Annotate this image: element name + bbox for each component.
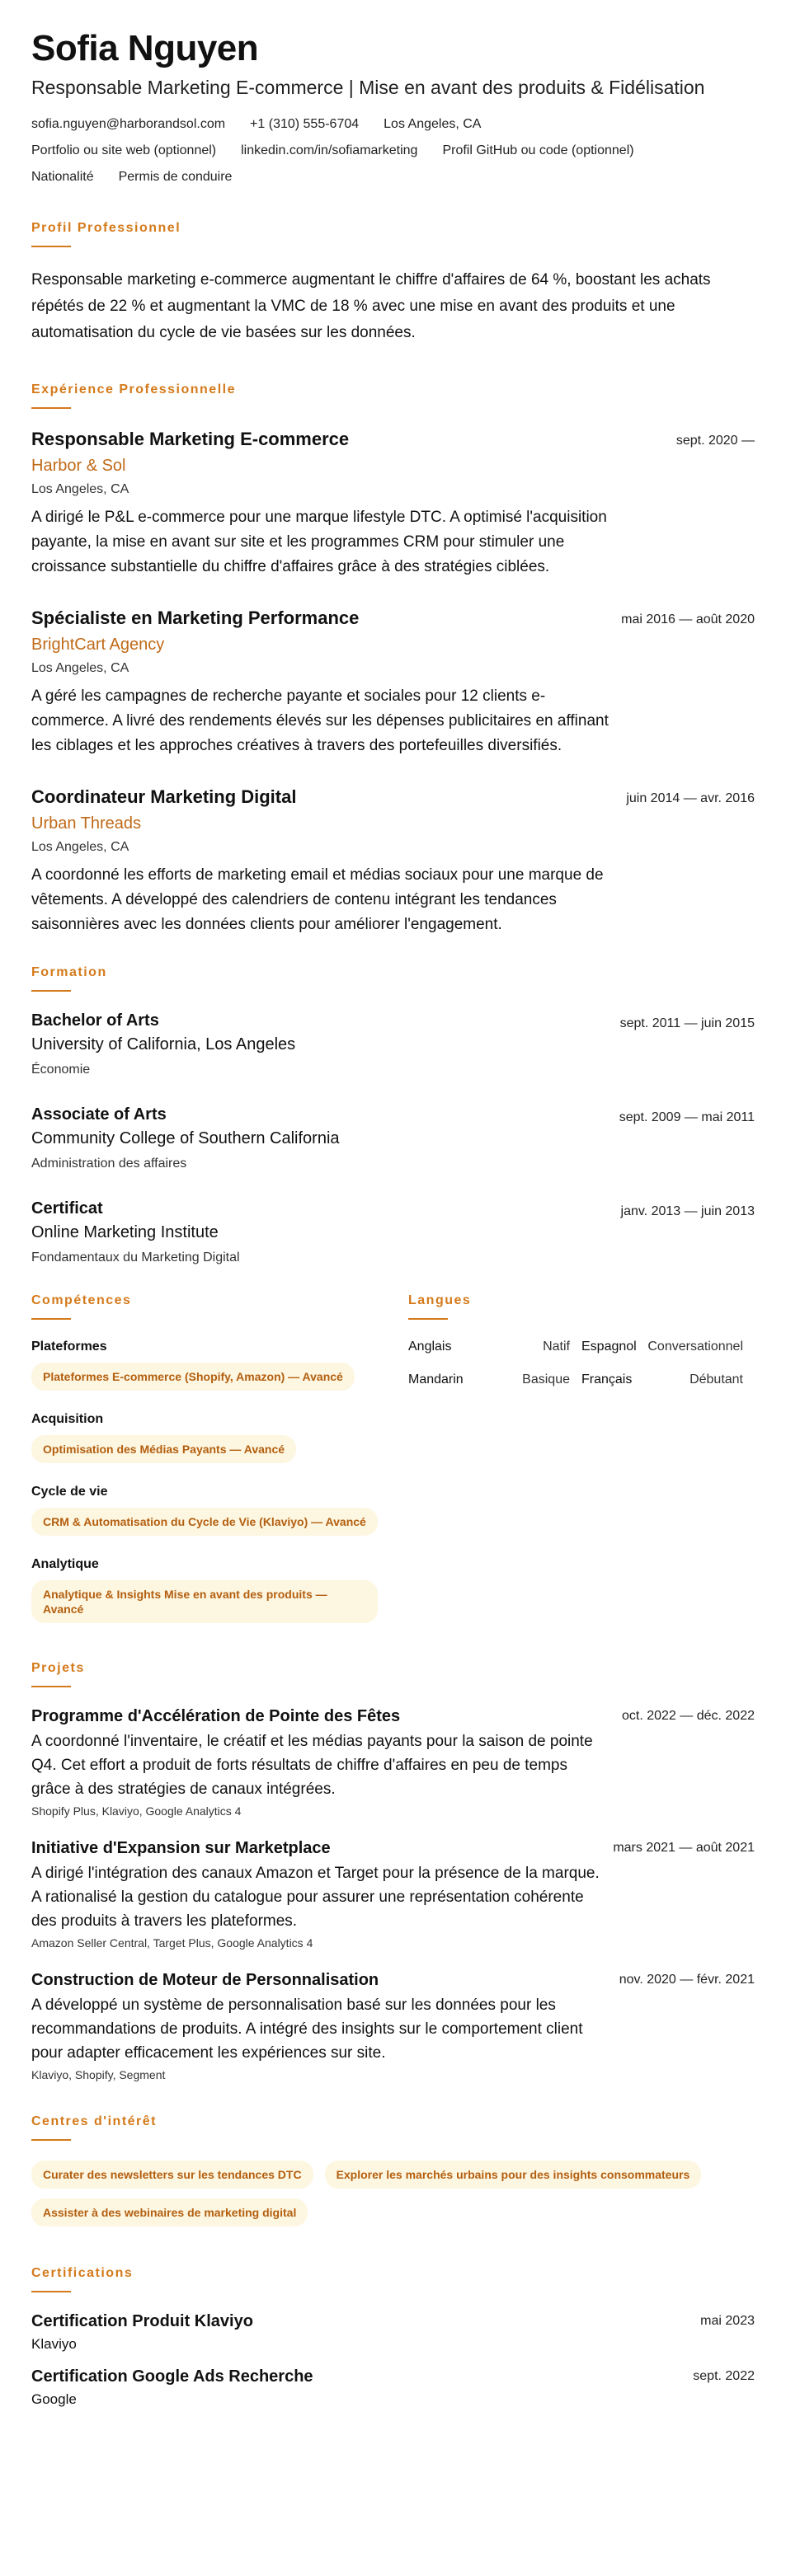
project-entry [31, 1971, 755, 2081]
language-name: Mandarin [408, 1372, 464, 1387]
skill-chip: Analytique & Insights Mise en avant des produits — Avancé [31, 1580, 378, 1623]
profile-section [31, 221, 755, 346]
certification-name: Certification Google Ads Recherche [31, 2367, 313, 2386]
profile-summary: Responsable marketing e-commerce augmentant le chiffre d'affaires de 64 %, boostant les achats répétés de 22 % et augmentant la VMC de 18 % avec une mise en avant des produits et une automatisation du cycle de vie basées sur les données. [31, 270, 711, 341]
company-name: BrightCart Agency [31, 635, 165, 654]
language-name: Espagnol [581, 1339, 637, 1354]
job-location: Los Angeles, CA [31, 839, 129, 854]
skill-chip: Optimisation des Médias Payants — Avancé [31, 1435, 296, 1463]
certification-issuer: Klaviyo [31, 2335, 77, 2352]
study-field: Administration des affaires [31, 1156, 187, 1171]
github-link[interactable]: Profil GitHub ou code (optionnel) [442, 143, 634, 157]
company-name: Urban Threads [31, 814, 142, 833]
phone-link[interactable]: +1 (310) 555-6704 [250, 116, 360, 131]
email-link[interactable]: sofia.nguyen@harborandsol.com [31, 116, 226, 131]
section-title: Centres d'intérêt [31, 2114, 157, 2128]
language-level: Débutant [690, 1372, 743, 1387]
degree-title: Associate of Arts [31, 1105, 167, 1124]
study-field: Économie [31, 1062, 91, 1077]
projects-section [31, 1661, 755, 2081]
certification-issuer: Google [31, 2391, 77, 2407]
section-title: Profil Professionnel [31, 220, 181, 235]
project-entry [31, 1707, 755, 1818]
interests-chips [31, 2161, 755, 2236]
company-name: Harbor & Sol [31, 456, 126, 475]
certification-date: mai 2023 [700, 2313, 755, 2328]
project-tech: Shopify Plus, Klaviyo, Google Analytics 4 [31, 1804, 242, 1818]
education-dates: sept. 2009 — mai 2011 [619, 1110, 755, 1124]
certifications-section [31, 2266, 755, 2408]
experience-entry [31, 608, 755, 758]
contact-row [31, 143, 755, 158]
project-tech: Klaviyo, Shopify, Segment [31, 2067, 166, 2081]
section-divider [31, 407, 71, 409]
section-divider [31, 1686, 71, 1687]
linkedin-link[interactable]: linkedin.com/in/sofiamarketing [241, 143, 418, 157]
experience-section [31, 382, 755, 937]
section-divider [31, 1318, 71, 1320]
job-title: Spécialiste en Marketing Performance [31, 607, 360, 628]
project-dates: nov. 2020 — févr. 2021 [619, 1972, 755, 1987]
job-title: Responsable Marketing E-commerce [31, 428, 350, 449]
project-description: A coordonné l'inventaire, le créatif et les médias payants pour la saison de pointe Q4. Cet effort a produit de forts résultats de chiffre d'affaires en peu de temps grâce à des stratégies de canaux intégrées. [31, 1732, 593, 1798]
skills-languages-row [31, 1293, 755, 1645]
certification-entry [31, 2367, 755, 2408]
job-dates: mai 2016 — août 2020 [621, 612, 755, 626]
languages-grid [408, 1340, 755, 1387]
section-title: Compétences [31, 1293, 132, 1307]
interests-section [31, 2114, 755, 2236]
skill-group [31, 1485, 378, 1536]
project-title: Initiative d'Expansion sur Marketplace [31, 1838, 331, 1857]
project-dates: oct. 2022 — déc. 2022 [622, 1708, 755, 1723]
job-title: Coordinateur Marketing Digital [31, 786, 297, 807]
candidate-name: Sofia Nguyen [31, 28, 259, 68]
contact-row [31, 170, 755, 185]
contact-block [31, 117, 755, 185]
license-text: Permis de conduire [118, 169, 233, 184]
section-divider [31, 2291, 71, 2292]
certification-entry [31, 2312, 755, 2353]
section-title: Certifications [31, 2265, 134, 2280]
contact-row [31, 117, 755, 132]
section-divider [31, 990, 71, 992]
degree-title: Certificat [31, 1199, 103, 1218]
project-title: Programme d'Accélération de Pointe des Fêtes [31, 1706, 401, 1725]
job-description: A géré les campagnes de recherche payante et sociales pour 12 clients e-commerce. A livré des rendements élevés sur les dépenses publicitaires en affinant les ciblages et les approches créatives à travers des portefeuilles diversifiés. [31, 687, 609, 754]
section-title: Langues [408, 1293, 472, 1307]
education-dates: janv. 2013 — juin 2013 [620, 1204, 755, 1218]
study-field: Fondamentaux du Marketing Digital [31, 1250, 240, 1265]
section-title: Formation [31, 964, 107, 979]
skill-chip: Plateformes E-commerce (Shopify, Amazon) — Avancé [31, 1363, 355, 1391]
interest-chip: Curater des newsletters sur les tendances DTC [31, 2161, 313, 2189]
languages-section [408, 1293, 755, 1645]
job-description: A coordonné les efforts de marketing email et médias sociaux pour une marque de vêtements. A développé des calendriers de contenu intégrant les tendances saisonnières avec les données clients pour améliorer l'engagement. [31, 866, 604, 933]
language-item [581, 1340, 755, 1354]
project-dates: mars 2021 — août 2021 [613, 1840, 755, 1855]
section-title: Expérience Professionnelle [31, 382, 236, 396]
language-name: Anglais [408, 1339, 452, 1354]
language-level: Natif [543, 1339, 570, 1354]
portfolio-link[interactable]: Portfolio ou site web (optionnel) [31, 143, 217, 157]
language-level: Conversationnel [647, 1339, 743, 1354]
section-title: Projets [31, 1660, 85, 1675]
skill-group-name: Cycle de vie [31, 1484, 108, 1499]
degree-title: Bachelor of Arts [31, 1011, 159, 1030]
certification-date: sept. 2022 [693, 2368, 755, 2383]
skill-group [31, 1412, 378, 1463]
language-name: Français [581, 1372, 633, 1387]
job-dates: sept. 2020 — [675, 433, 755, 448]
skill-group-name: Analytique [31, 1556, 99, 1571]
language-item [408, 1340, 581, 1354]
project-tech: Amazon Seller Central, Target Plus, Google Analytics 4 [31, 1936, 313, 1950]
interest-chip: Explorer les marchés urbains pour des insights consommateurs [325, 2161, 702, 2189]
skill-chip: CRM & Automatisation du Cycle de Vie (Klaviyo) — Avancé [31, 1508, 378, 1536]
experience-entry [31, 786, 755, 937]
section-divider [31, 246, 71, 247]
language-item [581, 1372, 755, 1387]
skill-group [31, 1557, 378, 1623]
education-entry [31, 1011, 755, 1077]
education-entry [31, 1105, 755, 1171]
project-entry [31, 1839, 755, 1950]
skill-group [31, 1340, 378, 1391]
certification-name: Certification Produit Klaviyo [31, 2311, 253, 2330]
school-name: University of California, Los Angeles [31, 1035, 296, 1053]
school-name: Online Marketing Institute [31, 1222, 219, 1241]
interest-chip: Assister à des webinaires de marketing digital [31, 2198, 308, 2226]
skill-group-name: Plateformes [31, 1339, 107, 1354]
job-location: Los Angeles, CA [31, 660, 129, 675]
job-dates: juin 2014 — avr. 2016 [626, 791, 755, 805]
skills-section [31, 1293, 378, 1645]
education-entry [31, 1199, 755, 1265]
nationality-text: Nationalité [31, 169, 94, 184]
language-level: Basique [522, 1372, 570, 1387]
project-title: Construction de Moteur de Personnalisation [31, 1970, 379, 1989]
education-dates: sept. 2011 — juin 2015 [619, 1016, 755, 1030]
skill-group-name: Acquisition [31, 1411, 104, 1426]
project-description: A dirigé l'intégration des canaux Amazon et Target pour la présence de la marque. A rationalisé la gestion du catalogue pour assurer une représentation cohérente des produits à travers les plateformes. [31, 1864, 600, 1930]
education-section [31, 965, 755, 1265]
section-divider [31, 2139, 71, 2141]
headline: Responsable Marketing E-commerce | Mise en avant des produits & Fidélisation [31, 76, 705, 98]
experience-entry [31, 429, 755, 579]
project-description: A développé un système de personnalisation basé sur les données pour les recommandations de produits. A intégré des insights sur le comportement client pour adapter efficacement les expériences sur site. [31, 1996, 583, 2062]
job-description: A dirigé le P&L e-commerce pour une marque lifestyle DTC. A optimisé l'acquisition payante, la mise en avant sur site et les programmes CRM pour stimuler une croissance substantielle du chiffre d'affaires grâce à des stratégies ciblées. [31, 508, 607, 575]
school-name: Community College of Southern California [31, 1128, 340, 1147]
language-item [408, 1372, 581, 1387]
job-location: Los Angeles, CA [31, 481, 129, 496]
location-text: Los Angeles, CA [384, 116, 482, 131]
section-divider [408, 1318, 448, 1320]
